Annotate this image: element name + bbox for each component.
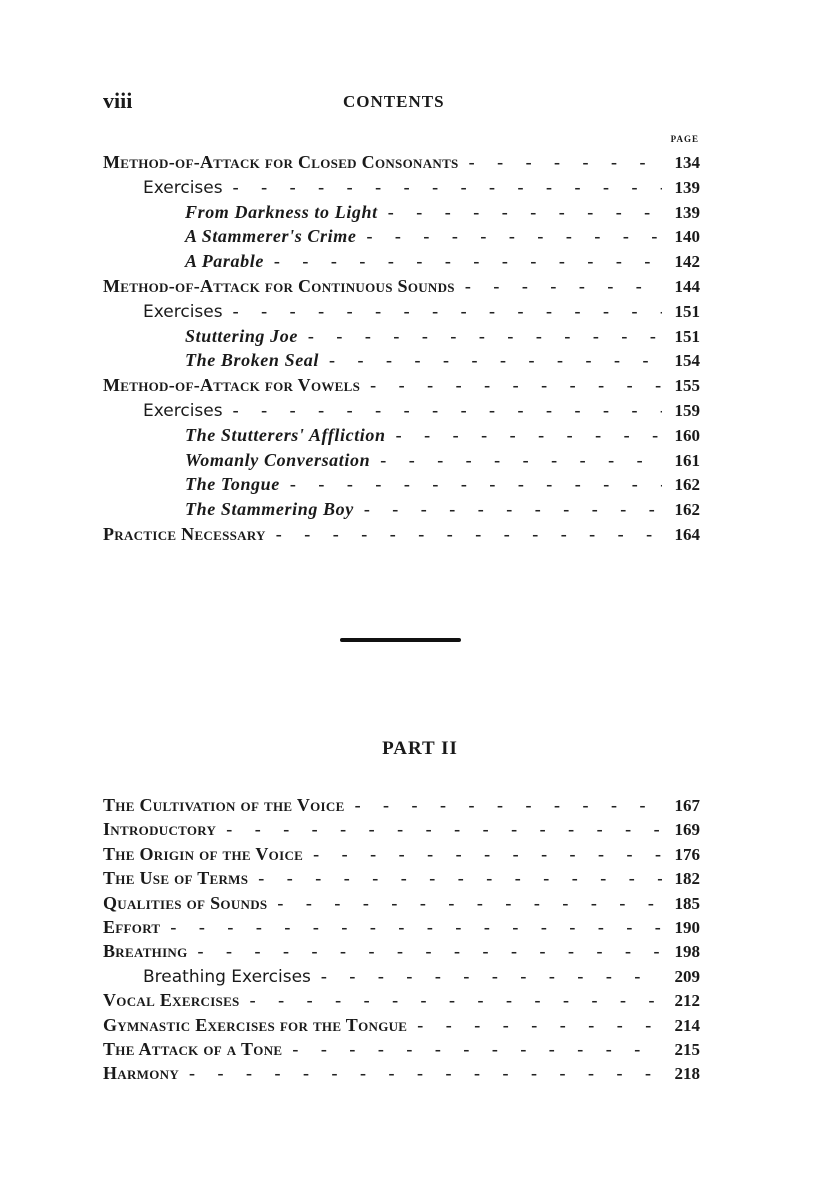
toc-entry[interactable] [103, 472, 700, 497]
dot-leader [465, 274, 662, 299]
toc-entry[interactable] [103, 200, 700, 225]
dot-leader [396, 423, 662, 448]
toc-entry-title: The Stammering Boy [185, 499, 354, 520]
dot-leader [233, 299, 662, 324]
toc-entry-title: The Tongue [185, 474, 280, 495]
dot-leader [277, 891, 662, 915]
toc-entry-title: The Use of Terms [103, 868, 249, 889]
toc-entry-page: 214 [674, 1015, 700, 1035]
dot-leader [370, 373, 662, 398]
dot-leader [364, 497, 662, 522]
dot-leader [226, 817, 662, 841]
dot-leader [321, 964, 662, 988]
dot-leader [308, 324, 662, 349]
toc-entry-page: 142 [674, 252, 700, 272]
part-title: PART II [382, 738, 458, 759]
dot-leader [276, 522, 662, 547]
toc-entry-title: The Attack of a Tone [103, 1038, 283, 1059]
dot-leader [170, 915, 662, 939]
toc-entry-page: 190 [674, 917, 700, 937]
toc-entry-page: 209 [674, 966, 700, 986]
toc-entry[interactable] [103, 423, 700, 448]
dot-leader [313, 842, 662, 866]
toc-entry-page: 212 [674, 991, 700, 1011]
toc-entry-page: 161 [674, 450, 700, 470]
toc-entry-title: Breathing Exercises [143, 966, 311, 987]
toc-entry-page: 139 [674, 177, 700, 197]
toc-entry[interactable] [103, 373, 700, 398]
section-divider [340, 638, 461, 642]
toc-entry-title: Gymnastic Exercises for the Tongue [103, 1014, 408, 1035]
toc-entry[interactable] [103, 866, 700, 890]
toc-entry-page: 198 [674, 942, 700, 962]
toc-entry-title: The Origin of the Voice [103, 843, 304, 864]
toc-entry-page: 159 [674, 400, 700, 420]
toc-entry-title: Harmony [103, 1063, 180, 1084]
dot-leader [274, 249, 662, 274]
toc-entry-title: The Broken Seal [185, 350, 320, 371]
toc-entry[interactable] [103, 398, 700, 423]
toc-entry-title: Breathing [103, 941, 188, 962]
dot-leader [233, 398, 662, 423]
toc-part-2 [103, 793, 700, 1086]
dot-leader [290, 472, 662, 497]
toc-entry-title: The Stutterers' Affliction [185, 424, 386, 445]
toc-entry-title: Womanly Conversation [185, 449, 371, 470]
toc-entry[interactable] [103, 324, 700, 349]
toc-entry[interactable] [103, 939, 700, 963]
toc-entry[interactable] [103, 522, 700, 547]
dot-leader [380, 448, 662, 473]
toc-entry[interactable] [103, 817, 700, 841]
dot-leader [258, 866, 662, 890]
toc-entry[interactable] [103, 150, 700, 175]
toc-entry[interactable] [103, 842, 700, 866]
toc-entry[interactable] [103, 915, 700, 939]
dot-leader [329, 348, 662, 373]
toc-entry-title: Qualities of Sounds [103, 892, 268, 913]
toc-entry-page: 162 [674, 475, 700, 495]
toc-entry[interactable] [103, 448, 700, 473]
toc-entry-title: Stuttering Joe [185, 325, 298, 346]
toc-entry[interactable] [103, 274, 700, 299]
toc-entry-title: Method-of-Attack for Closed Consonants [103, 152, 459, 172]
running-head [103, 88, 703, 118]
toc-entry-title: Introductory [103, 819, 217, 840]
dot-leader [198, 939, 662, 963]
toc-entry-title: A Stammerer's Crime [185, 226, 357, 247]
toc-entry[interactable] [103, 1013, 700, 1037]
toc-entry-title: Exercises [143, 177, 223, 198]
toc-entry-title: The Cultivation of the Voice [103, 795, 345, 815]
toc-entry-page: 155 [674, 376, 700, 396]
toc-entry[interactable] [103, 1061, 700, 1085]
toc-entry-title: Method-of-Attack for Vowels [103, 375, 361, 396]
toc-entry-page: 218 [674, 1064, 700, 1084]
toc-entry-title: Method-of-Attack for Continuous Sounds [103, 275, 455, 296]
toc-entry[interactable] [103, 891, 700, 915]
dot-leader [366, 224, 662, 249]
dot-leader [355, 793, 662, 817]
toc-entry-title: Exercises [143, 301, 223, 322]
toc-entry-page: 151 [674, 301, 700, 321]
toc-entry-title: A Parable [185, 251, 264, 272]
toc-entry-page: 215 [674, 1039, 700, 1059]
toc-entry-title: Practice Necessary [103, 523, 266, 544]
toc-entry-page: 185 [674, 893, 700, 913]
toc-entry[interactable] [103, 249, 700, 274]
page-number: viii [103, 88, 133, 113]
toc-entry-title: Exercises [143, 400, 223, 421]
toc-entry-page: 140 [674, 227, 700, 247]
header-title: CONTENTS [343, 92, 445, 111]
toc-entry[interactable] [103, 175, 700, 200]
toc-entry-page: 169 [674, 820, 700, 840]
dot-leader [233, 175, 662, 200]
toc-entry-title: From Darkness to Light [185, 201, 378, 222]
toc-entry-title: Vocal Exercises [103, 990, 240, 1011]
dot-leader [469, 150, 662, 175]
dot-leader [250, 988, 662, 1012]
toc-entry-page: 164 [674, 524, 700, 544]
toc-entry-page: 182 [674, 869, 700, 889]
toc-entry[interactable] [103, 224, 700, 249]
toc-entry[interactable] [103, 793, 700, 817]
toc-entry[interactable] [103, 348, 700, 373]
toc-entry[interactable] [103, 988, 700, 1012]
toc-entry[interactable] [103, 497, 700, 522]
toc-entry[interactable] [103, 1037, 700, 1061]
dot-leader [388, 200, 662, 225]
toc-entry-page: 154 [674, 351, 700, 371]
toc-entry[interactable] [103, 964, 700, 988]
toc-entry[interactable] [103, 299, 700, 324]
toc-entry-page: 176 [674, 844, 700, 864]
toc-entry-page: 151 [674, 326, 700, 346]
toc-entry-page: 160 [674, 425, 700, 445]
page-column-label: PAGE [670, 134, 699, 144]
dot-leader [417, 1013, 662, 1037]
toc-entry-page: 134 [674, 153, 700, 172]
dot-leader [292, 1037, 662, 1061]
toc-entry-page: 139 [674, 202, 700, 222]
toc-part-1 [103, 150, 700, 547]
dot-leader [189, 1061, 662, 1085]
toc-entry-page: 144 [674, 276, 700, 296]
toc-entry-title: Effort [103, 916, 161, 937]
toc-entry-page: 162 [674, 500, 700, 520]
toc-entry-page: 167 [674, 796, 700, 815]
